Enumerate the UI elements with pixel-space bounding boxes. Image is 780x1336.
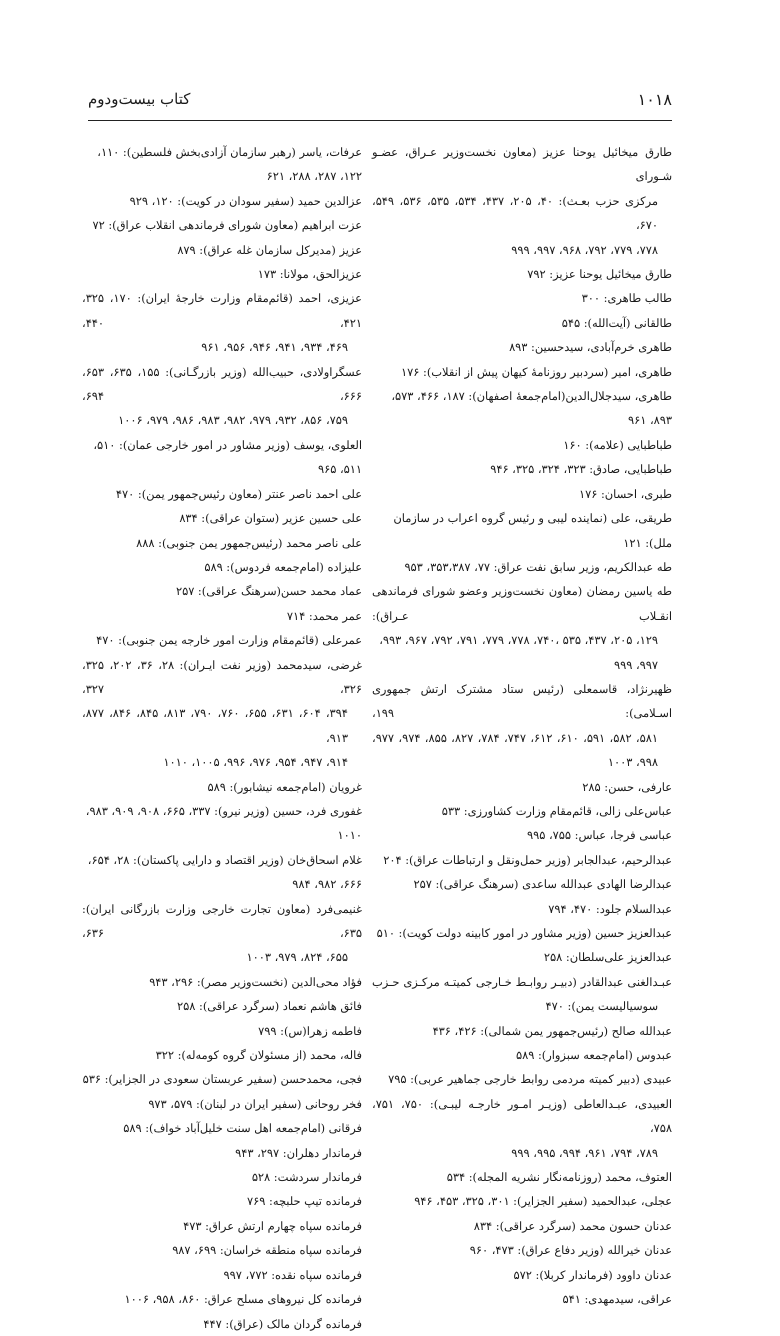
index-entry-text: عمرعلی (قائم‌مقام وزارت امور خارجه یمن جنوبی): ۴۷۰ [96, 633, 362, 648]
index-entry [82, 1214, 362, 1238]
index-entry-text: عبدالرحیم، عبدالجابر (وزیر حمل‌ونقل و ارتباطات عراق): ۲۰۴ [383, 852, 672, 867]
index-entry [82, 775, 362, 799]
index-entry-text: عبدالسلام جلود: ۴۷۰، ۷۹۴ [548, 901, 672, 916]
index-entry-text: طارق میخائیل یوحنا عزیز: ۷۹۲ [527, 267, 672, 282]
index-entry [372, 848, 672, 872]
index-entry [82, 262, 362, 286]
index-entry-text: فرماندار دهلران: ۲۹۷، ۹۴۳ [235, 1145, 362, 1160]
index-entry [372, 872, 672, 896]
index-entry-text: غفوری فرد، حسین (وزیر نیرو): ۳۳۷، ۶۶۵، ۹۰۸، ۹۰۹، ۹۸۳، ۱۰۱۰ [85, 803, 362, 843]
index-entry [82, 1043, 362, 1067]
index-entry-text: عبدالله صالح (رئیس‌جمهور یمن شمالی): ۴۲۶، ۴۳۶ [432, 1023, 672, 1038]
index-entry [82, 1189, 362, 1213]
index-entry [372, 1287, 672, 1311]
index-entry [82, 433, 362, 482]
index-entry-continuation: سوسیالیست یمن): ۴۷۰ [545, 999, 658, 1014]
index-entry-text: طریقی، علی (نماینده لیبی و رئیس گروه اعراب در سازمان ملل): ۱۲۱ [393, 511, 672, 550]
index-entry [372, 457, 672, 481]
index-entry [372, 555, 672, 579]
index-entry-continuation: ۹۱۴، ۹۴۷، ۹۵۴، ۹۷۶، ۹۹۶، ۱۰۰۵، ۱۰۱۰ [163, 755, 348, 770]
index-entry [82, 848, 362, 897]
index-entry [82, 1165, 362, 1189]
index-entry [82, 1116, 362, 1140]
index-entry-text: فرمانده کل نیروهای مسلح عراق: ۸۶۰، ۹۵۸، ۱۰۰۶ [124, 1292, 362, 1307]
index-entry-continuation: ۹۹۸، ۱۰۰۳ [607, 755, 658, 770]
index-entry [82, 628, 362, 652]
index-entry [372, 140, 672, 262]
index-entry [372, 1189, 672, 1213]
index-entry-text: طالقانی (آیت‌الله): ۵۴۵ [561, 315, 672, 330]
index-entry-text: طه عبدالکریم، وزیر سابق نفت عراق: ۷۷، ۳۵۳،۳۸۷، ۹۵۳ [404, 559, 672, 574]
index-entry [372, 1238, 672, 1262]
index-entry-continuation: ۷۷۸، ۷۷۹، ۷۹۲، ۹۶۸، ۹۹۷، ۹۹۹ [511, 242, 658, 257]
index-entry-continuation: ۱۲۹، ۲۰۵، ۴۳۷، ۵۳۵ ،۷۴۰، ۷۷۸، ۷۷۹، ۷۹۱، ۷۹۲، ۹۶۷، ۹۹۳، ۹۹۷، ۹۹۹ [379, 633, 658, 672]
index-entry-text: عبدالعزیز حسین (وزیر مشاور در امور کابینه دولت کویت): ۵۱۰ [376, 926, 672, 940]
index-entry [372, 311, 672, 335]
index-entry [82, 213, 362, 237]
index-entry-text: طاهری، امیر (سردبیر روزنامهٔ کیهان پیش از انقلاب): ۱۷۶ [401, 364, 672, 379]
index-entry [82, 360, 362, 433]
index-entry [82, 604, 362, 628]
index-entry-text: طارق میخائیل یوحنا عزیز (معاون نخست‌وزیر عـراق، عضـو شـورای [372, 145, 672, 184]
index-entry-text: فرمانده سپاه منطقه خراسان: ۶۹۹، ۹۸۷ [172, 1243, 362, 1258]
index-entry-text: فرقانی (امام‌جمعه اهل سنت خلیل‌آباد خواف): ۵۸۹ [123, 1121, 362, 1136]
index-entry-text: عباس‌علی زالی، قائم‌مقام وزارت کشاورزی: ۵۳۳ [441, 803, 672, 818]
index-entry [372, 897, 672, 921]
index-entry-text: عزت ابراهیم (معاون شورای فرماندهی انقلاب عراق): ۷۲ [92, 218, 362, 233]
index-entry-text: العلوی، یوسف (وزیر مشاور در امور خارجی عمان): ۵۱۰، ۵۱۱، ۹۶۵ [93, 437, 362, 477]
index-entry-text: طبری، احسان: ۱۷۶ [578, 486, 672, 501]
index-entry-text: عبـدالغنی عبدالقادر (دبیـر روابـط خـارجی کمیتـه مرکـزی حـزب [372, 974, 672, 989]
index-entry [372, 433, 672, 457]
index-entry [82, 286, 362, 359]
index-entry-text: غرویان (امام‌جمعه نیشابور): ۵۸۹ [207, 779, 362, 794]
index-entry-text: فرمانده گردان مالک (عراق): ۴۴۷ [203, 1316, 362, 1331]
index-entry [372, 286, 672, 310]
index-entry-text: فائق هاشم نعماد (سرگرد عراقی): ۲۵۸ [177, 999, 362, 1014]
index-entry-text: عبدالعزیز علی‌سلطان: ۲۵۸ [543, 950, 672, 965]
page-number: ۱۰۱۸ [637, 90, 672, 109]
index-entry [82, 238, 362, 262]
index-entry-text: عجلی، عبدالحمید (سفیر الجزایر): ۳۰۱، ۳۲۵، ۴۵۳، ۹۴۶ [414, 1194, 672, 1209]
index-entry-text: عدنان حسون محمد (سرگرد عراقی): ۸۳۴ [473, 1218, 672, 1233]
index-column-left [82, 140, 362, 1336]
index-entry [82, 1287, 362, 1311]
index-entry-text: عباسی فرجا، عباس: ۷۵۵، ۹۹۵ [526, 828, 672, 843]
index-entry-text: ظهیرنژاد، قاسمعلی (رئیس ستاد مشترک ارتش جمهوری اسـلامی): ۱۹۹، [372, 681, 672, 721]
index-entry-text: عراقی، سیدمهدی: ۵۴۱ [562, 1292, 672, 1307]
index-entry-text: العبیدی، عبـدالعاطی (وزیـر امـور خارجـه لیبـی): ۷۵۰، ۷۵۱، ۷۵۸، [372, 1096, 672, 1136]
index-entry [372, 506, 672, 555]
index-entry-text: عزیزالحق، مولانا: ۱۷۳ [257, 267, 362, 282]
index-entry-text: طاهری، سیدجلال‌الدین(امام‌جمعهٔ اصفهان): ۱۸۷، ۴۶۶، ۵۷۳، ۸۹۳، ۹۶۱ [391, 389, 672, 428]
index-entry [82, 970, 362, 994]
index-entry [372, 1067, 672, 1091]
index-entry-text: طباطبایی (علامه): ۱۶۰ [563, 437, 672, 452]
index-entry-text: عماد محمد حسن(سرهنگ عراقی): ۲۵۷ [175, 584, 362, 599]
index-entry-continuation: ۶۵۵، ۸۲۴، ۹۷۹، ۱۰۰۳ [246, 950, 348, 965]
index-entry-text: عزیزی، احمد (قائم‌مقام وزارت خارجهٔ ایران): ۱۷۰، ۳۲۵، ۴۲۱، ۴۴۰، [82, 291, 362, 330]
index-entry [82, 506, 362, 530]
index-entry-text: العتوف، محمد (روزنامه‌نگار نشریه المجله): ۵۳۴ [446, 1170, 672, 1185]
index-entry [372, 1043, 672, 1067]
index-entry-text: عبدوس (امام‌جمعه سبزوار): ۵۸۹ [515, 1048, 672, 1063]
index-entry [372, 1019, 672, 1043]
index-entry-continuation: ۷۵۹، ۸۵۶، ۹۳۲، ۹۷۹، ۹۸۲، ۹۸۳، ۹۸۶، ۹۷۹، ۱۰۰۶ [118, 413, 348, 428]
index-entry [82, 799, 362, 848]
index-entry-text: عبدالرضا الهادی عبدالله ساعدی (سرهنگ عراقی): ۲۵۷ [413, 877, 672, 892]
index-entry-continuation: ۵۸۱، ۵۸۲، ۵۹۱، ۶۱۰، ۶۱۲، ۷۴۷، ۷۸۴، ۸۲۷، ۸۵۵، ۹۷۴، ۹۷۷، [372, 730, 658, 745]
index-entry [82, 1312, 362, 1336]
index-entry-text: عمر محمد: ۷۱۴ [286, 608, 362, 623]
index-entry [372, 945, 672, 969]
index-entry [372, 579, 672, 677]
index-entry-continuation: مرکزی حزب بعـث): ۴۰، ۲۰۵، ۴۳۷، ۵۳۴، ۵۳۵، ۵۳۶، ۵۴۹، ۶۷۰، [372, 193, 658, 233]
index-entry [82, 1067, 362, 1091]
index-entry [82, 1019, 362, 1043]
index-entry-text: فخر روحانی (سفیر ایران در لبنان): ۵۷۹، ۹۷۳ [148, 1096, 362, 1111]
index-entry-text: فؤاد محی‌الدین (نخست‌وزیر مصر): ۲۹۶، ۹۴۳ [149, 974, 362, 989]
index-entry [372, 1263, 672, 1287]
index-entry-text: فرماندار سردشت: ۵۲۸ [251, 1170, 362, 1185]
index-entry [372, 335, 672, 359]
index-entry [82, 189, 362, 213]
index-entry-text: غنیمی‌فرد (معاون تجارت خارجی وزارت بازرگانی ایران): ۶۳۵، ۶۳۶، [82, 901, 362, 940]
page-header [88, 90, 672, 118]
index-entry [372, 1214, 672, 1238]
index-entry [372, 1092, 672, 1165]
index-entry [82, 482, 362, 506]
index-entry-text: عزیز (مدیرکل سازمان غله عراق): ۸۷۹ [177, 242, 362, 257]
index-entry-text: عرفات، یاسر (رهبر سازمان آزادی‌بخش فلسطین): ۱۱۰، ۱۲۲، ۲۸۷، ۲۸۸، ۶۲۱ [97, 145, 362, 184]
index-entry [372, 799, 672, 823]
index-entry [372, 1165, 672, 1189]
index-entry-text: فاله، محمد (از مسئولان گروه کومه‌له): ۳۲۲ [155, 1048, 362, 1063]
index-entry-continuation: ۷۸۹، ۷۹۴، ۹۶۱، ۹۹۴، ۹۹۵، ۹۹۹ [511, 1145, 658, 1160]
index-entry-text: عبیدی (دبیر کمیته مردمی روابط خارجی جماهیر عربی): ۷۹۵ [388, 1072, 672, 1087]
index-entry [372, 970, 672, 1019]
index-entry [82, 653, 362, 775]
index-entry-text: طالب طاهری: ۳۰۰ [581, 291, 672, 306]
index-entry-text: طه یاسین رمضان (معاون نخست‌وزیر وعضو شورای فرماندهی انقـلاب عـراق): [372, 584, 672, 623]
index-entry-text: علی ناصر محمد (رئیس‌جمهور یمن جنوبی): ۸۸۸ [136, 535, 362, 550]
index-entry-text: عدنان داوود (فرماندار کربلا): ۵۷۲ [513, 1267, 672, 1282]
index-entry-text: غلام اسحاق‌خان (وزیر اقتصاد و دارایی پاکستان): ۲۸، ۶۵۴، ۶۶۶، ۹۸۲، ۹۸۴ [87, 852, 362, 892]
index-entry [372, 384, 672, 433]
index-entry [82, 897, 362, 970]
index-entry-text: علی احمد ناصر عنتر (معاون رئیس‌جمهور یمن): ۴۷۰ [115, 486, 362, 501]
header-divider [88, 120, 672, 121]
index-entry [372, 262, 672, 286]
index-entry [372, 775, 672, 799]
index-entry [82, 1092, 362, 1116]
index-entry [82, 1141, 362, 1165]
index-entry-text: فرمانده تیپ حلبچه: ۷۶۹ [247, 1194, 362, 1209]
index-entry [82, 531, 362, 555]
index-entry [372, 823, 672, 847]
index-entry [82, 1238, 362, 1262]
index-entry [82, 1263, 362, 1287]
index-entry-text: فجی، محمدحسن (سفیر عربستان سعودی در الجزایر): ۵۳۶ [82, 1072, 362, 1087]
index-entry-text: عدنان خیرالله (وزیر دفاع عراق): ۴۷۳، ۹۶۰ [469, 1243, 672, 1258]
index-entry-text: طباطبایی، صادق: ۳۲۳، ۳۲۴، ۳۲۵، ۹۴۶ [490, 462, 672, 477]
index-entry [372, 482, 672, 506]
index-entry [372, 677, 672, 775]
index-entry [82, 994, 362, 1018]
index-entry-text: فرمانده سپاه نقده: ۷۷۲، ۹۹۷ [223, 1267, 362, 1282]
index-entry-text: فاطمه زهرا(س): ۷۹۹ [258, 1023, 362, 1038]
index-column-right [372, 140, 672, 1312]
index-entry-text: عزالدین حمید (سفیر سودان در کویت): ۱۲۰، ۹۲۹ [129, 193, 362, 208]
index-entry-continuation: ۴۶۹، ۹۳۴، ۹۴۱، ۹۴۶، ۹۵۶، ۹۶۱ [201, 340, 348, 355]
index-entry-text: علی حسین عزیر (ستوان عراقی): ۸۳۴ [179, 511, 362, 526]
index-entry-text: علیزاده (امام‌جمعه فردوس): ۵۸۹ [204, 559, 362, 574]
index-entry-text: غرضی، سیدمحمد (وزیر نفت ایـران): ۲۸، ۳۶، ۲۰۲، ۳۲۵، ۳۲۶، ۳۲۷، [82, 657, 362, 696]
index-entry [372, 921, 672, 945]
index-entry-text: عسگراولادی، حبیب‌الله (وزیر بازرگـانی): ۱۵۵، ۶۳۵، ۶۵۳، ۶۶۶، ۶۹۴، [82, 364, 362, 404]
index-entry [82, 140, 362, 189]
index-entry-continuation: ۳۹۴، ۶۰۴، ۶۳۱، ۶۵۵، ۷۶۰، ۷۹۰، ۸۱۳، ۸۴۵، ۸۴۶، ۸۷۷، ۹۱۳، [82, 706, 348, 745]
index-entry [372, 360, 672, 384]
index-entry [82, 579, 362, 603]
index-entry [82, 555, 362, 579]
index-entry-text: طاهری خرم‌آبادی، سیدحسین: ۸۹۳ [509, 340, 672, 355]
running-title: کتاب بیست‌ودوم [88, 90, 191, 108]
index-entry-text: عارفی، حسن: ۲۸۵ [582, 779, 672, 794]
index-entry-text: فرمانده سپاه چهارم ارتش عراق: ۴۷۳ [183, 1218, 362, 1233]
